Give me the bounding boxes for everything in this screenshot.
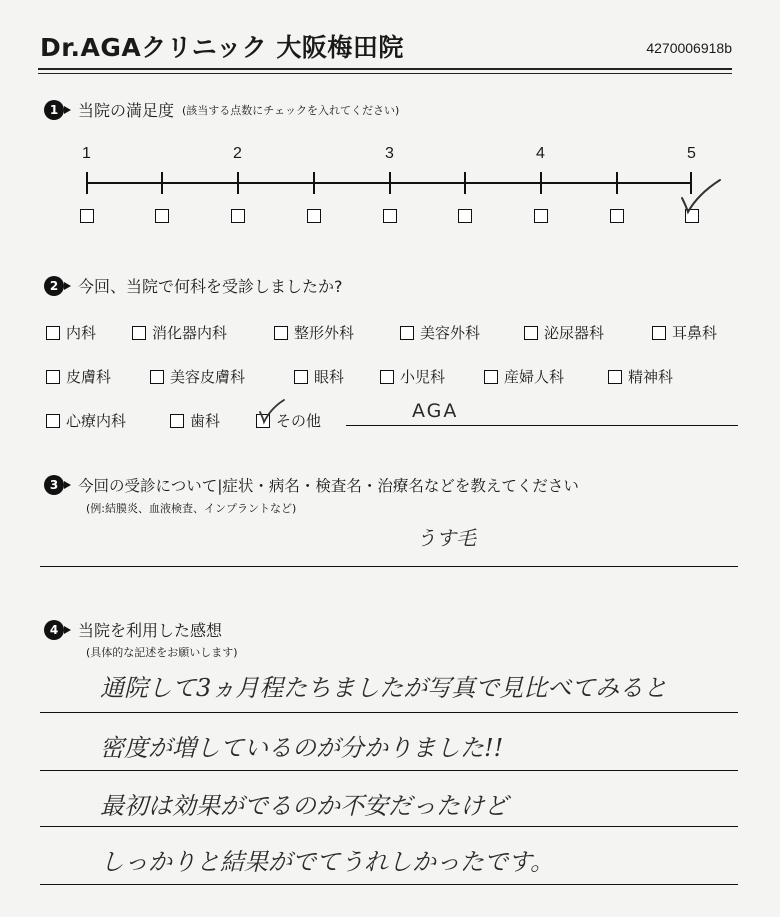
dept-label: 消化器内科 [152, 324, 228, 342]
q3-answer-handwritten: うす毛 [416, 526, 476, 550]
scale-label-5: 5 [687, 145, 696, 162]
score-5-checkmark-icon [676, 178, 726, 222]
dept-option[interactable] [46, 366, 111, 387]
scale-tick [616, 172, 618, 194]
scale-tick [161, 172, 163, 194]
scale-tick [237, 172, 239, 194]
dept-checkbox[interactable] [608, 370, 622, 384]
dept-option[interactable] [400, 322, 480, 343]
dept-checkbox[interactable] [170, 414, 184, 428]
q4-answer-line-2: 密度が増しているのが分かりました!! [100, 734, 504, 762]
q2-number-badge: 2 [44, 276, 64, 296]
q3-title: 今回の受診について|症状・病名・検査名・治療名などを教えてください [78, 477, 579, 495]
dept-label: 産婦人科 [504, 368, 565, 386]
clinic-title: Dr.AGAクリニック 大阪梅田院 [40, 33, 404, 62]
q1-note: (該当する点数にチェックを入れてください) [182, 103, 400, 117]
q1-header [44, 98, 399, 121]
dept-label: 美容外科 [420, 324, 481, 342]
dept-label: 内科 [66, 324, 97, 342]
dept-checkbox[interactable] [652, 326, 666, 340]
score-checkbox[interactable] [458, 209, 472, 223]
q3-answer-line [40, 566, 738, 567]
scale-tick [540, 172, 542, 194]
dept-checkbox[interactable] [484, 370, 498, 384]
q4-title: 当院を利用した感想 [78, 621, 223, 640]
q1-title: 当院の満足度 [78, 101, 175, 120]
document-id: 4270006918b [646, 40, 732, 56]
dept-option[interactable] [652, 322, 717, 343]
dept-checkbox[interactable] [400, 326, 414, 340]
q4-number-badge: 4 [44, 620, 64, 640]
q4-header [44, 618, 222, 641]
score-checkbox[interactable] [155, 209, 169, 223]
dept-label: 精神科 [628, 368, 674, 386]
dept-checkbox[interactable] [294, 370, 308, 384]
q2-title: 今回、当院で何科を受診しましたか? [78, 277, 343, 296]
dept-option[interactable] [132, 322, 227, 343]
q1-number-badge: 1 [44, 100, 64, 120]
dept-checkbox[interactable] [46, 370, 60, 384]
dept-label: その他 [276, 412, 322, 430]
dept-option[interactable] [46, 322, 96, 343]
dept-label: 皮膚科 [66, 368, 112, 386]
score-checkbox[interactable] [383, 209, 397, 223]
q4-writing-line [40, 884, 738, 885]
header-rule [38, 68, 732, 70]
dept-option[interactable] [294, 366, 344, 387]
q3-example: (例:結膜炎、血液検査、インプラントなど) [86, 502, 297, 515]
dept-option[interactable] [274, 322, 354, 343]
dept-label: 心療内科 [66, 412, 127, 430]
dept-checkbox[interactable] [46, 414, 60, 428]
q4-writing-line [40, 770, 738, 771]
dept-checkbox[interactable] [524, 326, 538, 340]
dept-checkbox[interactable] [132, 326, 146, 340]
q4-writing-line [40, 826, 738, 827]
dept-option[interactable] [524, 322, 604, 343]
q3-header [44, 474, 579, 496]
dept-option[interactable] [46, 410, 126, 431]
dept-checkbox[interactable] [274, 326, 288, 340]
scale-label-2: 2 [233, 145, 242, 162]
q3-number-badge: 3 [44, 475, 64, 495]
q2-header [44, 274, 343, 297]
scale-label-4: 4 [536, 145, 545, 162]
score-checkbox[interactable] [534, 209, 548, 223]
dept-label: 耳鼻科 [672, 324, 718, 342]
scale-tick [389, 172, 391, 194]
q4-note: (具体的な記述をお願いします) [86, 646, 238, 659]
scale-tick [464, 172, 466, 194]
score-checkbox[interactable] [231, 209, 245, 223]
dept-checkbox[interactable] [46, 326, 60, 340]
score-checkbox[interactable] [610, 209, 624, 223]
scale-label-3: 3 [385, 145, 394, 162]
scale-tick [313, 172, 315, 194]
q4-writing-line [40, 712, 738, 713]
dept-checkbox[interactable] [380, 370, 394, 384]
dept-label: 小児科 [400, 368, 446, 386]
dept-label: 整形外科 [294, 324, 355, 342]
dept-label: 眼科 [314, 368, 345, 386]
dept-option[interactable] [484, 366, 564, 387]
header-rule-thin [38, 73, 732, 74]
other-answer-handwritten: AGA [412, 400, 459, 422]
other-answer-line [346, 425, 738, 426]
dept-option[interactable] [150, 366, 245, 387]
q4-answer-line-3: 最初は効果がでるのか不安だったけど [100, 792, 508, 820]
q4-answer-line-1: 通院して3ヵ月程たちましたが写真で見比べてみると [100, 674, 668, 702]
scale-label-1: 1 [82, 145, 91, 162]
dept-label: 歯科 [190, 412, 221, 430]
dept-label: 美容皮膚科 [170, 368, 246, 386]
score-checkbox[interactable] [80, 209, 94, 223]
scale-tick [86, 172, 88, 194]
other-checkmark-icon [256, 398, 288, 426]
dept-label: 泌尿器科 [544, 324, 605, 342]
dept-checkbox[interactable] [150, 370, 164, 384]
dept-option[interactable] [608, 366, 673, 387]
dept-option[interactable] [380, 366, 445, 387]
score-checkbox[interactable] [307, 209, 321, 223]
dept-option[interactable] [170, 410, 220, 431]
q4-answer-line-4: しっかりと結果がでてうれしかったです。 [100, 848, 555, 876]
